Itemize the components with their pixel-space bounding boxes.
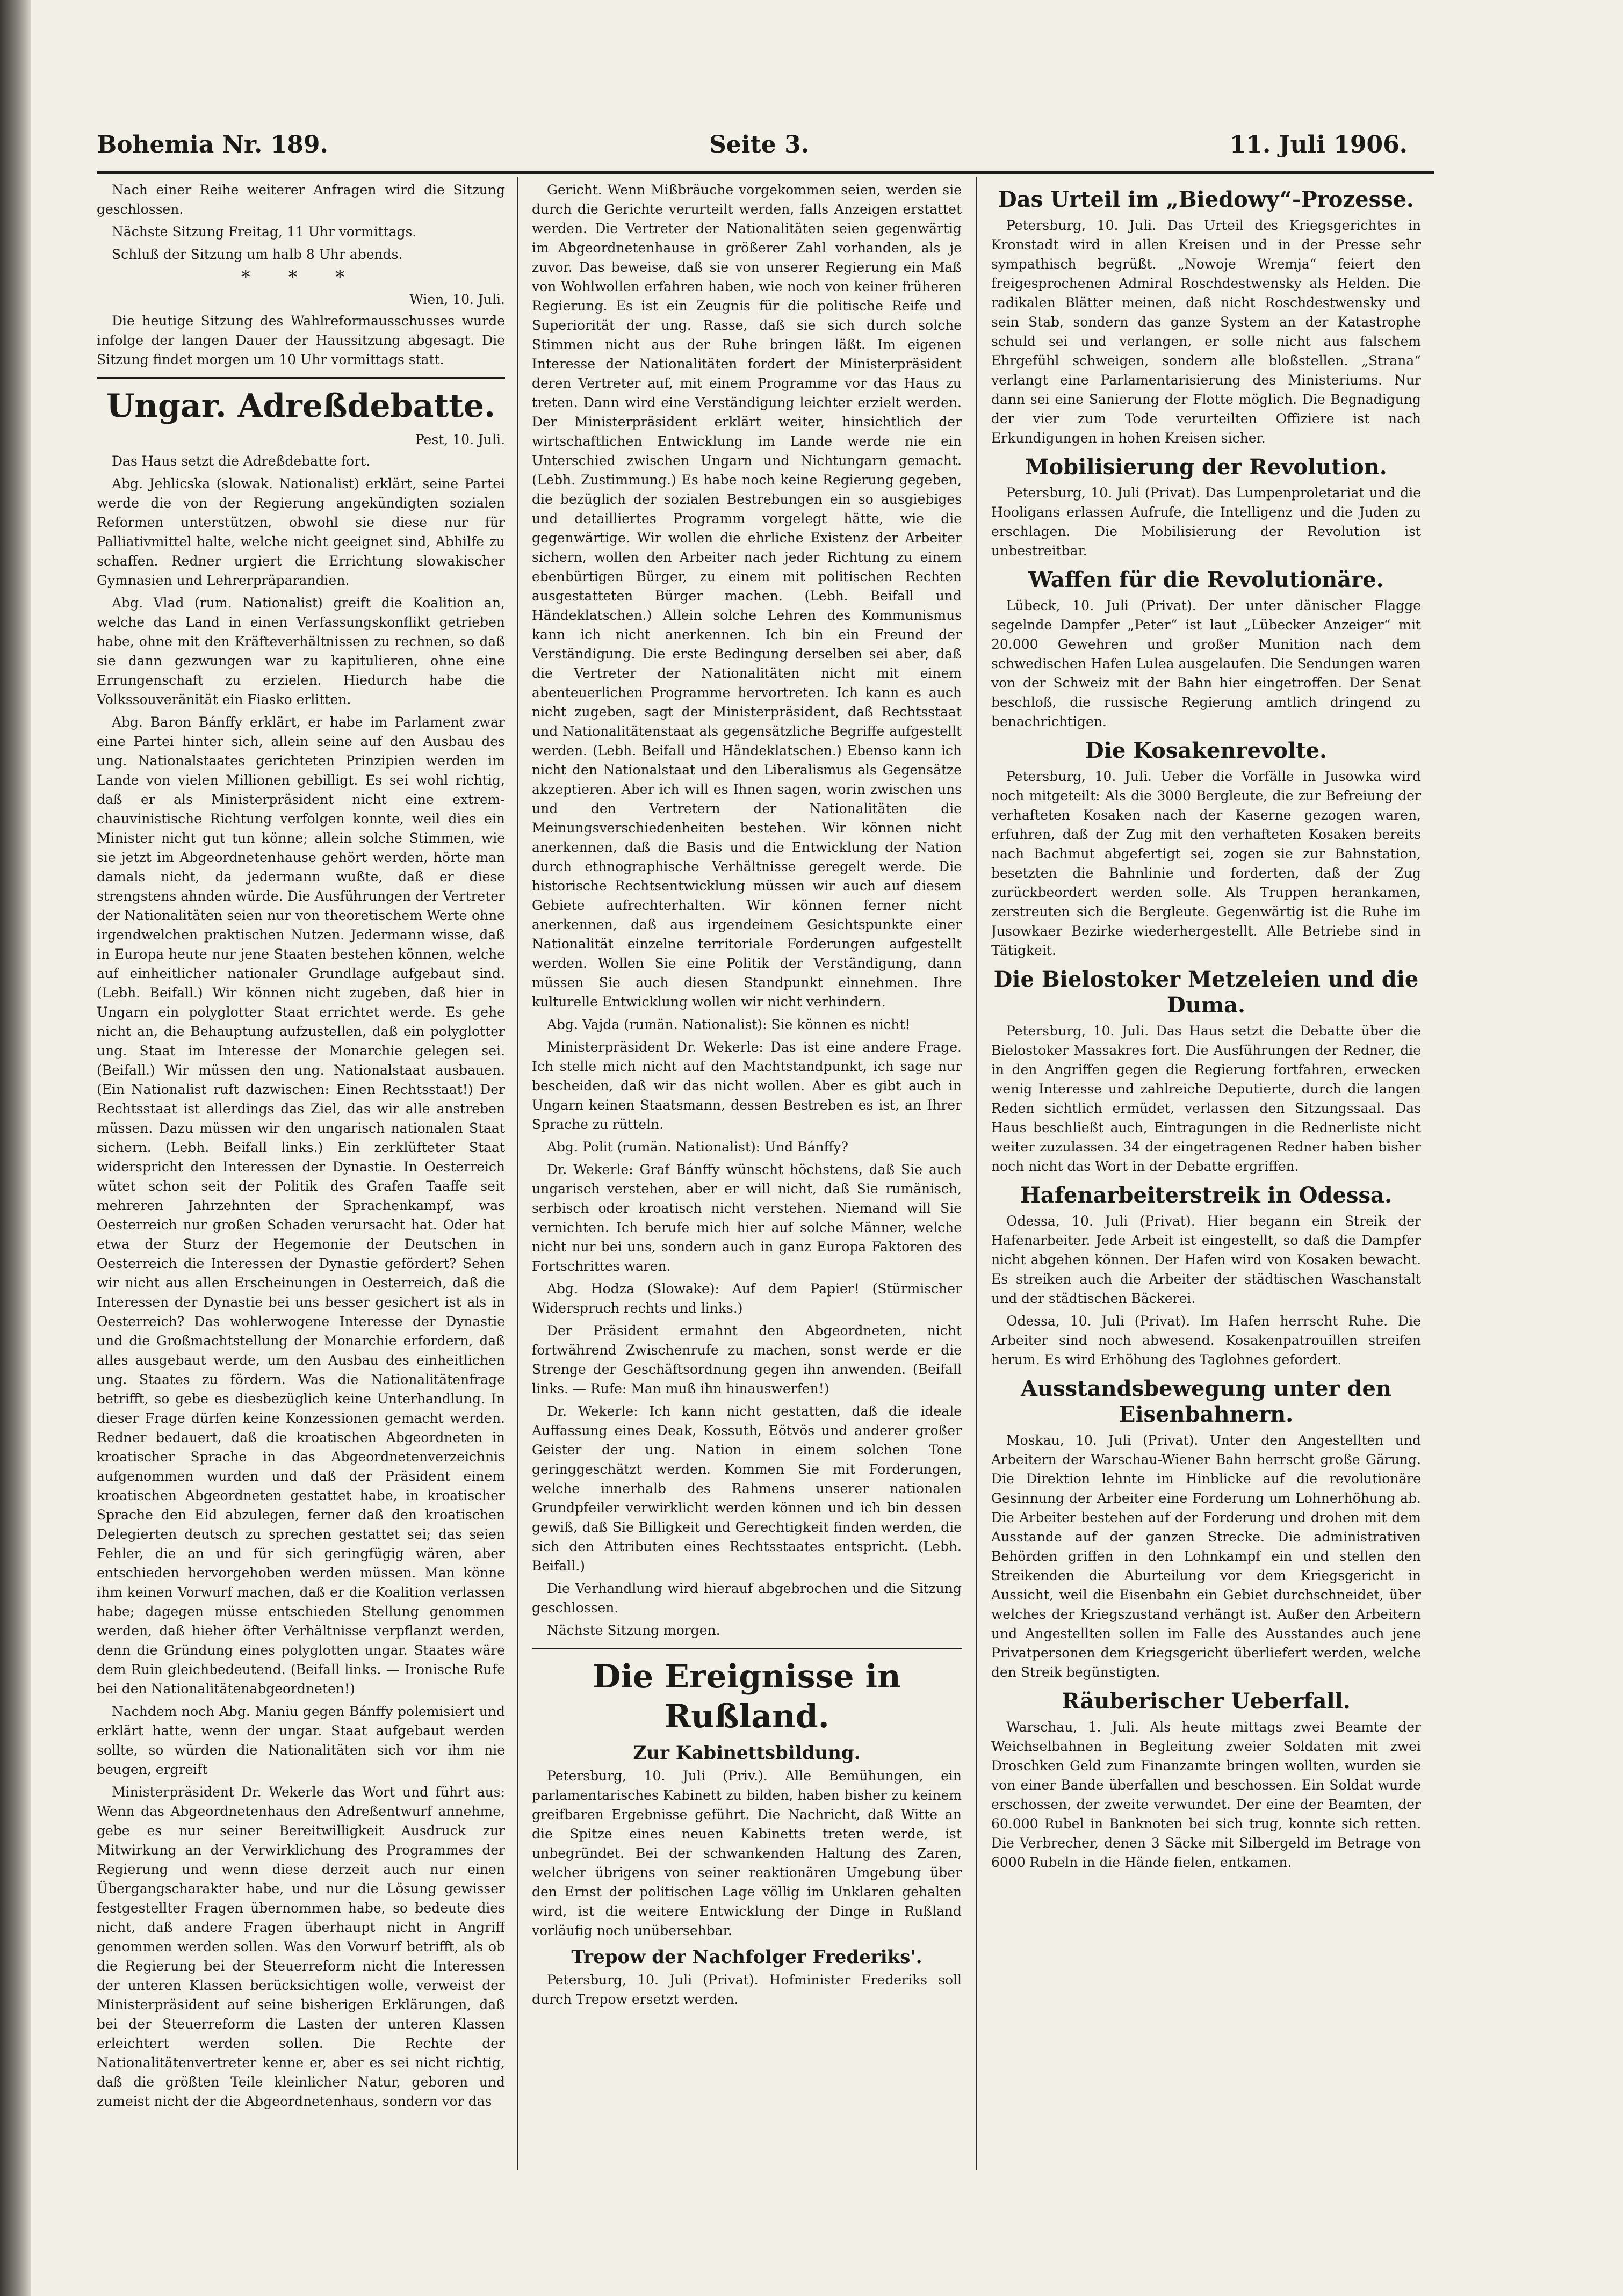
paragraph: Petersburg, 10. Juli (Privat). Hofminister Frederiks soll durch Trepow ersetzt werden.	[532, 1972, 962, 2007]
header-date: 11. Juli 1906.	[1229, 131, 1408, 158]
article-heading: Hafenarbeiterstreik in Odessa.	[1020, 1183, 1392, 1208]
paragraph: Nächste Sitzung morgen.	[547, 1623, 720, 1638]
binding-edge	[0, 0, 31, 2296]
paragraph: Warschau, 1. Juli. Als heute mittags zwei Beamte der Weichselbahnen in Begleitung zweier Soldaten mit zwei Droschken Geld zum Finanzamte bringen wollten, wurden sie von einer Bande überfallen und beschossen. Ein Soldat wurde erschossen, der zweite verwundet. Der eine der Beamten, der 60.000 Rubel in Banknoten bei sich trug, konnte sich retten. Die Verbrecher, denen 3 Säcke mit Silbergeld im Betrage von 6000 Rubeln in die Hände fielen, entkamen.	[991, 1719, 1421, 1870]
paragraph: Petersburg, 10. Juli. Das Haus setzt die Debatte über die Bielostoker Massakres fort. Die Ausführungen der Redner, die in den Angriffen gegen die Regierung fortfahren, erwecken wenig Interesse und zahlreiche Deputierte, durch die langen Reden sichtlich ermüdet, verlassen den Sitzungssaal. Das Haus beschließt auch, Eintragungen in die Rednerliste nicht weiter zuzulassen. 34 der eingetragenen Redner haben bisher noch nicht das Wort in der Debatte ergriffen.	[991, 1023, 1421, 1174]
sub-heading: Zur Kabinettsbildung.	[633, 1742, 861, 1764]
article-heading: Ausstandsbewegung unter den Eisenbahnern.	[1020, 1376, 1392, 1427]
header-rule	[97, 171, 1434, 174]
paragraph: Ministerpräsident Dr. Wekerle: Das ist eine andere Frage. Ich stelle mich nicht auf den Machtstandpunkt, ich sage nur bescheiden, daß wir das nicht wollen. Aber es gibt auch in Ungarn keinen Staatsmann, dessen Bestreben es ist, an Ihrer Sprache zu rütteln.	[532, 1039, 962, 1132]
paragraph: Petersburg, 10. Juli. Das Urteil des Kriegsgerichtes in Kronstadt wird in allen Kreisen und in der Presse sehr sympathisch begrüßt. „Nowoje Wremja“ feiert den freigesprochenen Admiral Roschdestwensky als Helden. Die radikalen Blätter meinen, daß nicht Roschdestwensky und sein Stab, sondern das ganze System an der Katastrophe schuld sei und verlangen, er solle nicht aus falschem Ehrgefühl schweigen, sondern alle bloßstellen. „Strana“ verlangt eine Parlamentarisierung des Ministeriums. Nur dann sei eine Sanierung der Flotte möglich. Die Begnadigung der vier zum Tode verurteilten Offiziere ist nach Erkundigungen in hohen Kreisen sicher.	[991, 218, 1421, 446]
paragraph: Dr. Wekerle: Ich kann nicht gestatten, daß die ideale Auffassung eines Deak, Kossuth, Eötvös und anderer großer Geister der ung. Nation in einem solchen Tone geringgeschätzt werden. Kommen Sie mit Forderungen, welche innerhalb des Rahmens unserer nationalen Grundpfeiler verwirklicht werden können und ich bin dessen gewiß, daß Sie Billigkeit und Gerechtigkeit finden werden, die sich den Attributen eines Rechtsstaates entspricht. (Lebh. Beifall.)	[532, 1403, 962, 1574]
paragraph: Abg. Jehlicska (slowak. Nationalist) erklärt, seine Partei werde die von der Regierung angekündigten sozialen Reformen unterstützen, obwohl sie diese nur für Palliativmittel halte, welche nicht geeignet sind, Abhilfe zu schaffen. Redner urgiert die Errichtung slowakischer Gymnasien und Lehrerpräparandien.	[97, 476, 505, 588]
column-divider-2	[976, 177, 977, 2170]
paragraph: Odessa, 10. Juli (Privat). Im Hafen herrscht Ruhe. Die Arbeiter sind noch abwesend. Kosakenpatrouillen streifen herum. Es wird Erhöhung des Taglohnes gefordert.	[991, 1313, 1421, 1367]
column-2	[532, 180, 962, 2168]
paragraph: Moskau, 10. Juli (Privat). Unter den Angestellten und Arbeitern der Warschau-Wiener Bahn herrscht große Gärung. Die Direktion lehnte im Hinblicke auf die revolutionäre Gesinnung der Arbeiter eine Forderung um Lohnerhöhung ab. Die Arbeiter bestehen auf der Forderung und drohen mit dem Ausstande auf der ganzen Strecke. Die administrativen Behörden griffen in den Lohnkampf ein und stellen den Streikenden die Aburteilung vor dem Kriegsgericht in Aussicht, weil die Eisenbahn ein Gebiet durchschneidet, über welches der Kriegszustand verhängt ist. Außer den Arbeitern und Angestellten sollen im Falle des Ausstandes auch jene Privatpersonen dem Kriegsgericht überliefert werden, welche den Streik begünstigten.	[991, 1432, 1421, 1680]
article-heading: Mobilisierung der Revolution.	[1025, 454, 1387, 480]
paragraph: Dr. Wekerle: Graf Bánffy wünscht höchstens, daß Sie auch ungarisch verstehen, aber er will nicht, daß Sie rumänisch, serbisch oder kroatisch nicht verstehen. Niemand will Sie vernichten. Ich berufe mich hier auf solche Männer, welche nicht nur bei uns, sondern auch in ganz Europa Faktoren des Fortschrittes waren.	[532, 1162, 962, 1274]
column-1	[97, 180, 505, 2168]
article-heading: Die Ereignisse in Rußland.	[593, 1658, 901, 1735]
paragraph: Abg. Vajda (rumän. Nationalist): Sie können es nicht!	[547, 1017, 911, 1032]
dateline: Pest, 10. Juli.	[415, 432, 505, 447]
section-separator: * * *	[241, 266, 361, 288]
section-rule	[532, 1648, 962, 1649]
article-heading: Die Kosakenrevolte.	[1085, 738, 1327, 763]
column-divider-1	[517, 177, 518, 2170]
dateline: Wien, 10. Juli.	[409, 292, 505, 307]
paragraph: Abg. Polit (rumän. Nationalist): Und Bánffy?	[547, 1139, 848, 1155]
article-heading: Die Bielostoker Metzeleien und die Duma.	[993, 967, 1419, 1018]
paragraph: Die heutige Sitzung des Wahlreformausschusses wurde infolge der langen Dauer der Haussitzung abgesagt. Die Sitzung findet morgen um 10 Uhr vormittags statt.	[97, 313, 505, 367]
paragraph: Abg. Vlad (rum. Nationalist) greift die Koalition an, welche das Land in einen Verfassungskonflikt getrieben habe, ohne mit den Kräfteverhältnissen zu rechnen, so daß sie dann gezwungen war zu kapitulieren, ohne eine Errungenschaft zu erzielen. Hiedurch habe die Volkssouveränität ein Fiasko erlitten.	[97, 595, 505, 707]
page-header	[97, 131, 1408, 163]
paragraph: Nächste Sitzung Freitag, 11 Uhr vormittags.	[112, 224, 417, 240]
paragraph: Gericht. Wenn Mißbräuche vorgekommen seien, werden sie durch die Gerichte verurteilt werden, falls Anzeigen erstattet werden. Die Vertreter der Nationalitäten seien gegenwärtig im Abgeordnetenhause in größerer Zahl vorhanden, als je zuvor. Das beweise, daß sie von unserer Regierung ein Maß von Wohlwollen erfahren haben, wie noch von keiner früheren Regierung. Es ist ein Zeugnis für die politische Reife und Superiorität der ung. Rasse, daß sie sich durch solche Stimmen nicht aus der Ruhe bringen läßt. Im eigenen Interesse der Nationalitäten fordert der Ministerpräsident deren Vertreter auf, mit einem Programme vor das Haus zu treten. Dann wird eine Verständigung leichter erzielt werden. Der Ministerpräsident erklärt weiter, hinsichtlich der wirtschaftlichen Entwicklung im Lande werde nie ein Unterschied zwischen Ungarn und Nichtungarn gemacht. (Lebh. Zustimmung.) Es habe noch keine Regierung gegeben, die bezüglich der sozialen Bestrebungen ein so ausgiebiges und detailliertes Programm vorgelegt hätte, wie die gegenwärtige. Wir wollen die ehrliche Existenz der Arbeiter sichern, wollen den Arbeiter nach jeder Richtung zu einem ebenbürtigen Bürger, zu einem mit politischen Rechten ausgestatteten Bürger machen. (Lebh. Beifall und Händeklatschen.) Allein solche Lehren des Kommunismus kann ich nicht anerkennen. Ich bin ein Freund der Verständigung. Die erste Bedingung derselben sei aber, daß die Vertreter der Nationalitäten nicht mit einem abenteuerlichen Programme hervortreten. Ich kann es auch nicht zugeben, sagt der Ministerpräsident, daß Rechtsstaat und Nationalitätenstaat als gegensätzliche Begriffe aufgestellt werden. (Lebh. Beifall und Händeklatschen.) Ebenso kann ich nicht den Nationalstaat und den Liberalismus als Gegensätze akzeptieren. Aber ich will es Ihnen sagen, worin zwischen uns und den Vertretern der Nationalitäten die Meinungsverschiedenheiten bestehen. Wir können nicht anerkennen, daß die Basis und die Entwicklung der Nation durch ethnographische Verhältnisse geregelt werde. Die historische Rechtsentwicklung müssen wir auch auf diesem Gebiete aufrechterhalten. Wir können ferner nicht anerkennen, daß aus irgendeinem Gesichtspunkte einer Nationalität einzelne territoriale Forderungen aufgestellt werden. Wollen Sie eine Politik der Verständigung, dann müssen Sie auch diesen Standpunkt einnehmen. Ihre kulturelle Entwicklung wollen wir nicht verhindern.	[532, 182, 962, 1010]
paragraph: Der Präsident ermahnt den Abgeordneten, nicht fortwährend Zwischenrufe zu machen, sonst werde er die Strenge der Geschäftsordnung gegen ihn anwenden. (Beifall links. — Rufe: Man muß ihn hinauswerfen!)	[532, 1323, 962, 1396]
paragraph: Petersburg, 10. Juli (Privat). Das Lumpenproletariat und die Hooligans erlassen Aufrufe, die Intelligenz und die Juden zu erschlagen. Die Mobilisierung der Revolution ist unbestreitbar.	[991, 485, 1421, 559]
paragraph: Nach einer Reihe weiterer Anfragen wird die Sitzung geschlossen.	[97, 182, 505, 217]
paragraph: Nachdem noch Abg. Maniu gegen Bánffy polemisiert und erklärt hatte, wenn der ungar. Staat aufgebaut werden sollte, so würden die Nationalitäten sich vor ihm nie beugen, ergreift	[97, 1704, 505, 1777]
column-3	[991, 180, 1421, 2168]
header-page-number: Seite 3.	[709, 131, 810, 158]
paragraph: Odessa, 10. Juli (Privat). Hier begann ein Streik der Hafenarbeiter. Jede Arbeit ist eingestellt, so daß die Dampfer nicht abgehen können. Der Hafen wird von Kosaken bewacht. Es streiken auch die Arbeiter der städtischen Waschanstalt und der städtischen Bäckerei.	[991, 1213, 1421, 1306]
paragraph: Die Verhandlung wird hierauf abgebrochen und die Sitzung geschlossen.	[532, 1581, 962, 1616]
header-publication: Bohemia Nr. 189.	[97, 131, 328, 158]
article-heading: Das Urteil im „Biedowy“-Prozesse.	[998, 187, 1414, 212]
article-heading: Räuberischer Ueberfall.	[1062, 1689, 1351, 1714]
section-rule	[97, 377, 505, 379]
paragraph: Lübeck, 10. Juli (Privat). Der unter dänischer Flagge segelnde Dampfer „Peter“ ist laut „Lübecker Anzeiger“ mit 20.000 Gewehren und großer Munition nach dem schwedischen Hafen Lulea ausgelaufen. Die Sendungen waren von der Schweiz mit der Bahn hier eingetroffen. Der Senat beschloß, die russische Regierung amtlich dringend zu benachrichtigen.	[991, 598, 1421, 729]
sub-heading: Trepow der Nachfolger Frederiks'.	[571, 1946, 922, 1968]
paragraph: Petersburg, 10. Juli (Priv.). Alle Bemühungen, ein parlamentarisches Kabinett zu bilden, haben bisher zu keinem greifbaren Ergebnisse geführt. Die Nachricht, daß Witte an die Spitze eines neuen Kabinetts treten werde, ist unbegründet. Bei der schwankenden Haltung des Zaren, welcher übrigens von seiner reaktionären Umgebung über den Ernst der politischen Lage völlig im Unklaren gehalten wird, ist die weitere Entwicklung der Dinge in Rußland vorläufig noch unübersehbar.	[532, 1768, 962, 1938]
article-heading: Ungar. Adreßdebatte.	[106, 387, 495, 425]
paragraph: Das Haus setzt die Adreßdebatte fort.	[112, 453, 371, 469]
paragraph: Schluß der Sitzung um halb 8 Uhr abends.	[112, 247, 403, 262]
article-heading: Waffen für die Revolutionäre.	[1028, 567, 1384, 592]
paragraph: Abg. Baron Bánffy erklärt, er habe im Parlament zwar eine Partei hinter sich, allein seine auf den Ausbau des ung. Nationalstaates gerichteten Prinzipien werden im Lande von vielen Millionen gebilligt. Es sei wohl richtig, daß er als Ministerpräsident nicht eine extrem-chauvinistische Richtung verfolgen konnte, weil dies ein Minister nicht gut tun könne; allein solche Stimmen, wie sie jetzt im Abgeordnetenhause gehört werden, hörte man damals nicht, da jedermann wußte, daß er diese strengstens ahnden würde. Die Ausführungen der Vertreter der Nationalitäten seien nur von theoretischem Werte ohne irgendwelchen praktischen Nutzen. Jedermann wisse, daß in Europa heute nur jene Staaten bestehen können, welche auf einheitlicher nationaler Grundlage aufgebaut sind. (Lebh. Beifall.) Wir können nicht zugeben, daß hier in Ungarn ein polyglotter Staat errichtet werde. Es gehe nicht an, die Behauptung aufzustellen, daß ein polyglotter ung. Staat im Interesse der Monarchie gelegen sei. (Beifall.) Wir müssen den ung. Nationalstaat ausbauen. (Ein Nationalist ruft dazwischen: Einen Rechtsstaat!) Der Rechtsstaat ist allerdings das Ziel, das wir alle anstreben müssen. Dazu müssen wir den ungarisch nationalen Staat sichern. (Lebh. Beifall links.) Ein zerklüfteter Staat widerspricht den Interessen der Dynastie. In Oesterreich wütet schon seit der Politik des Grafen Taaffe seit mehreren Jahrzehnten der Sprachenkampf, was Oesterreich nur großen Schaden verursacht hat. Oder hat etwa der Sturz der Hegemonie der Deutschen in Oesterreich die Interessen der Dynastie gefördert? Sehen wir nicht aus allen Erscheinungen in Oesterreich, daß die Interessen der Dynastie bei uns besser gesichert ist als in Oesterreich? Das wohlerwogene Interesse der Dynastie und die Großmachtstellung der Monarchie erfordern, daß alles ausgebaut werde, um den Ausbau des einheitlichen ung. Staates zu fördern. Was die Nationalitätenfrage betrifft, so gebe es diesbezüglich keine Unterhandlung. In dieser Frage dürfen keine Konzessionen gemacht werden. Redner bedauert, daß die kroatischen Abgeordneten in kroatischer Sprache in das Abgeordnetenverzeichnis aufgenommen wurden und daß der Präsident einem kroatischen Abgeordneten gestattet habe, in kroatischer Sprache den Eid abzulegen, ferner daß den kroatischen Delegierten deutsch zu sprechen gestattet sei; das seien Fehler, die an und für sich geringfügig wären, aber entschieden hervorgehoben werden müssen. Man könne ihm keinen Vorwurf machen, daß er die Koalition verlassen habe; dagegen müsse entschieden Stellung genommen werden, daß hieher öfter Verhältnisse verpflanzt werden, denn die Gründung eines polyglotten ungar. Staates wäre dem Ruin gleichbedeutend. (Beifall links. — Ironische Rufe bei den Nationalitätenabgeordneten!)	[97, 714, 505, 1697]
paragraph: Abg. Hodza (Slowake): Auf dem Papier! (Stürmischer Widerspruch rechts und links.)	[532, 1281, 962, 1316]
paragraph: Petersburg, 10. Juli. Ueber die Vorfälle in Jusowka wird noch mitgeteilt: Als die 3000 Bergleute, die zur Befreiung der verhafteten Kosaken nach der Kaserne gezogen waren, erfuhren, daß der Zug mit den verhafteten Kosaken bereits nach Bachmut abgefertigt sei, zogen sie zur Bahnstation, besetzten die Bahnlinie und forderten, daß der Zug zurückbeordert werden solle. Als Truppen herankamen, zerstreuten sich die Bergleute. Gegenwärtig ist die Ruhe im Jusowkaer Bezirke wiederhergestellt. Alle Betriebe sind in Tätigkeit.	[991, 769, 1421, 958]
paragraph: Ministerpräsident Dr. Wekerle das Wort und führt aus: Wenn das Abgeordnetenhaus den Adreßentwurf annehme, gebe es nur seiner Bereitwilligkeit Ausdruck zur Mitwirkung an der Verwirklichung des Programmes der Regierung und wenn diese derzeit auch nur einen Übergangscharakter habe, und nur die Lösung gewisser festgestellter Fragen übernommen habe, so bedeute dies nicht, daß andere Fragen überhaupt nicht in Angriff genommen werden sollen. Was den Vorwurf betrifft, als ob die Regierung bei der Steuerreform nicht die Interessen der unteren Klassen berücksichtigen wolle, verweist der Ministerpräsident auf seine bisherigen Erklärungen, daß bei der Steuerreform die Lasten der unteren Klassen erleichtert werden sollen. Die Rechte der Nationalitätenvertreter kenne er, aber es sei nicht richtig, daß die größten Teile kleinlicher Natur, geboren und zumeist nicht der die Abgeordnetenhaus, sondern vor das	[97, 1784, 505, 2109]
